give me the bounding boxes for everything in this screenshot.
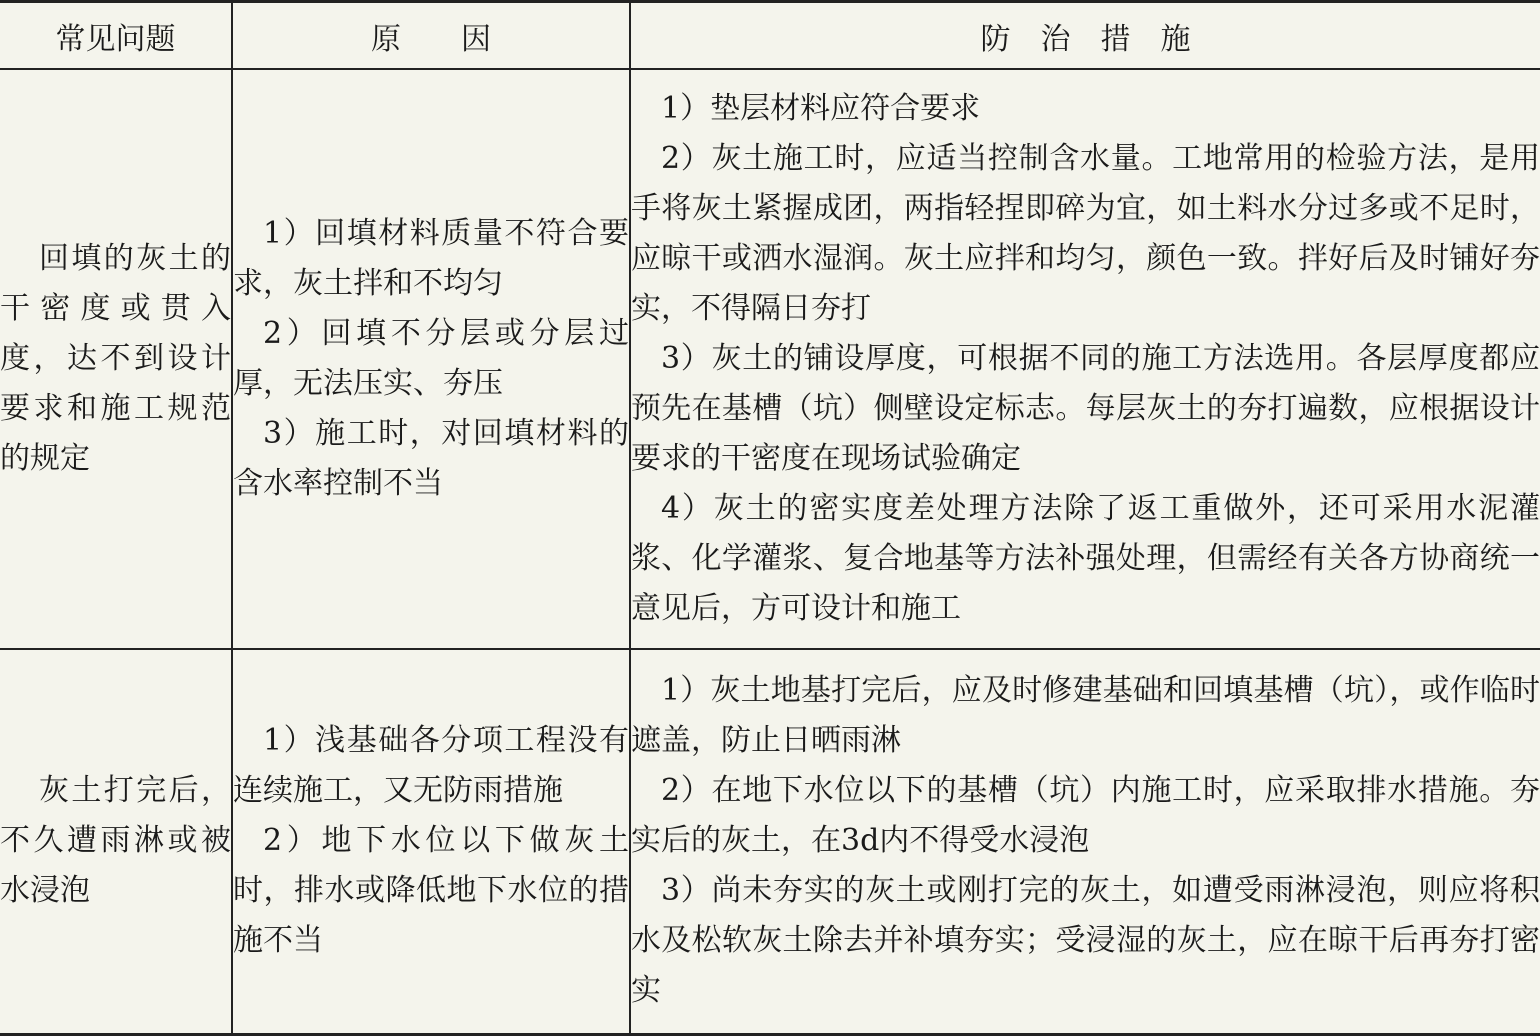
header-prevention-measures: 防 治 措 施 xyxy=(630,2,1540,70)
cause-item: 2）地下水位以下做灰土时，排水或降低地下水位的措施不当 xyxy=(233,823,629,959)
cause-item: 3）施工时，对回填材料的含水率控制不当 xyxy=(233,416,629,501)
measure-item: 1）灰土地基打完后，应及时修建基础和回填基槽（坑），或作临时遮盖，防止日晒雨淋 xyxy=(631,673,1540,759)
cause-item: 2）回填不分层或分层过厚，无法压实、夯压 xyxy=(233,316,629,401)
issue-text: 灰土打完后，不久遭雨淋或被水浸泡 xyxy=(0,773,231,909)
header-common-problems: 常见问题 xyxy=(0,2,232,70)
issue-cell xyxy=(0,649,232,1034)
header-causes: 原 因 xyxy=(232,2,630,70)
measures-cell xyxy=(630,649,1540,1034)
causes-cell xyxy=(232,69,630,649)
header-row xyxy=(0,2,1540,70)
cause-item: 1）回填材料质量不符合要求，灰土拌和不均匀 xyxy=(233,216,629,301)
issue-cell xyxy=(0,69,232,649)
measure-item: 2）在地下水位以下的基槽（坑）内施工时，应采取排水措施。夯实后的灰土，在3d内不得受水浸泡 xyxy=(631,773,1540,859)
cause-item: 1）浅基础各分项工程没有连续施工，又无防雨措施 xyxy=(233,723,629,809)
measure-item: 3）尚未夯实的灰土或刚打完的灰土，如遭受雨淋浸泡，则应将积水及松软灰土除去并补填夯实；受浸湿的灰土，应在晾干后再夯打密实 xyxy=(631,873,1540,1009)
table-row xyxy=(0,649,1540,1034)
issue-text: 回填的灰土的干密度或贯入度，达不到设计要求和施工规范的规定 xyxy=(0,241,231,476)
causes-cell xyxy=(232,649,630,1034)
measure-item: 1）垫层材料应符合要求 xyxy=(661,91,981,126)
table-row xyxy=(0,69,1540,649)
measure-item: 3）灰土的铺设厚度，可根据不同的施工方法选用。各层厚度都应预先在基槽（坑）侧壁设定标志。每层灰土的夯打遍数，应根据设计要求的干密度在现场试验确定 xyxy=(631,341,1540,476)
measures-cell xyxy=(630,69,1540,649)
measure-item: 2）灰土施工时，应适当控制含水量。工地常用的检验方法，是用手将灰土紧握成团，两指轻捏即碎为宜，如土料水分过多或不足时，应晾干或洒水湿润。灰土应拌和均匀，颜色一致。拌好后及时铺好夯实，不得隔日夯打 xyxy=(631,141,1540,326)
measure-item: 4）灰土的密实度差处理方法除了返工重做外，还可采用水泥灌浆、化学灌浆、复合地基等方法补强处理，但需经有关各方协商统一意见后，方可设计和施工 xyxy=(631,491,1540,626)
